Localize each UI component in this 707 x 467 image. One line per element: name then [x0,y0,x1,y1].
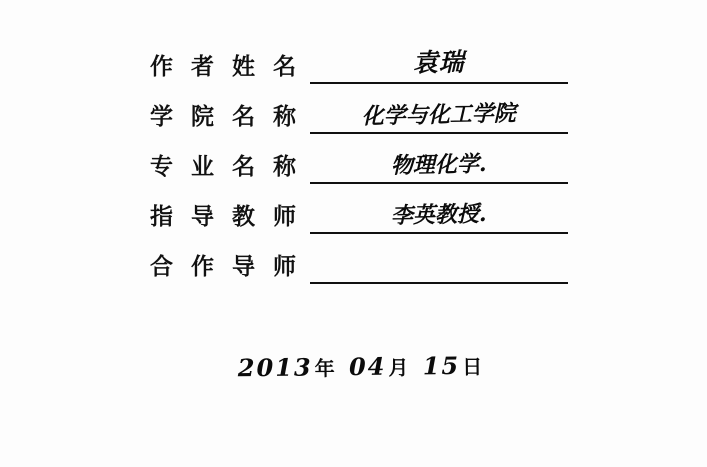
handwriting-supervisor-name: 李英教授. [390,201,487,230]
date-day-unit: 日 [462,354,485,379]
field-supervisor-name[interactable] [310,192,568,238]
date-year: 2013 [237,352,313,383]
form-row-major [150,142,570,192]
rule-co-supervisor-name [310,282,568,284]
date-year-unit: 年 [314,356,337,381]
handwriting-author-name: 袁瑞 [412,47,465,78]
rule-college-name [310,132,568,134]
form-row-college [150,92,570,142]
rule-supervisor-name [310,232,568,234]
field-author-name[interactable] [310,42,568,88]
form-row-co-supervisor [150,242,570,292]
handwriting-major-name: 物理化学. [390,151,487,180]
label-supervisor-name: 指 导 教 师 [150,204,302,230]
label-author-name: 作 者 姓 名 [150,54,302,80]
date-month-unit: 月 [388,355,411,380]
field-major-name[interactable] [310,142,568,188]
rule-major-name [310,182,568,184]
field-college-name[interactable] [310,92,568,138]
date-month: 04 [348,351,387,382]
form-row-supervisor [150,192,570,242]
rule-author-name [310,82,568,84]
label-co-supervisor-name: 合 作 导 师 [150,254,302,280]
handwriting-co-supervisor-name [310,276,568,281]
handwriting-college-name: 化学与化工学院 [361,100,516,130]
form-row-author [150,42,570,92]
field-co-supervisor-name[interactable] [310,242,568,288]
date-day: 15 [422,350,461,381]
date-line [150,350,570,383]
label-major-name: 专 业 名 称 [150,154,302,180]
cover-form [150,42,570,292]
label-college-name: 学 院 名 称 [150,104,302,130]
